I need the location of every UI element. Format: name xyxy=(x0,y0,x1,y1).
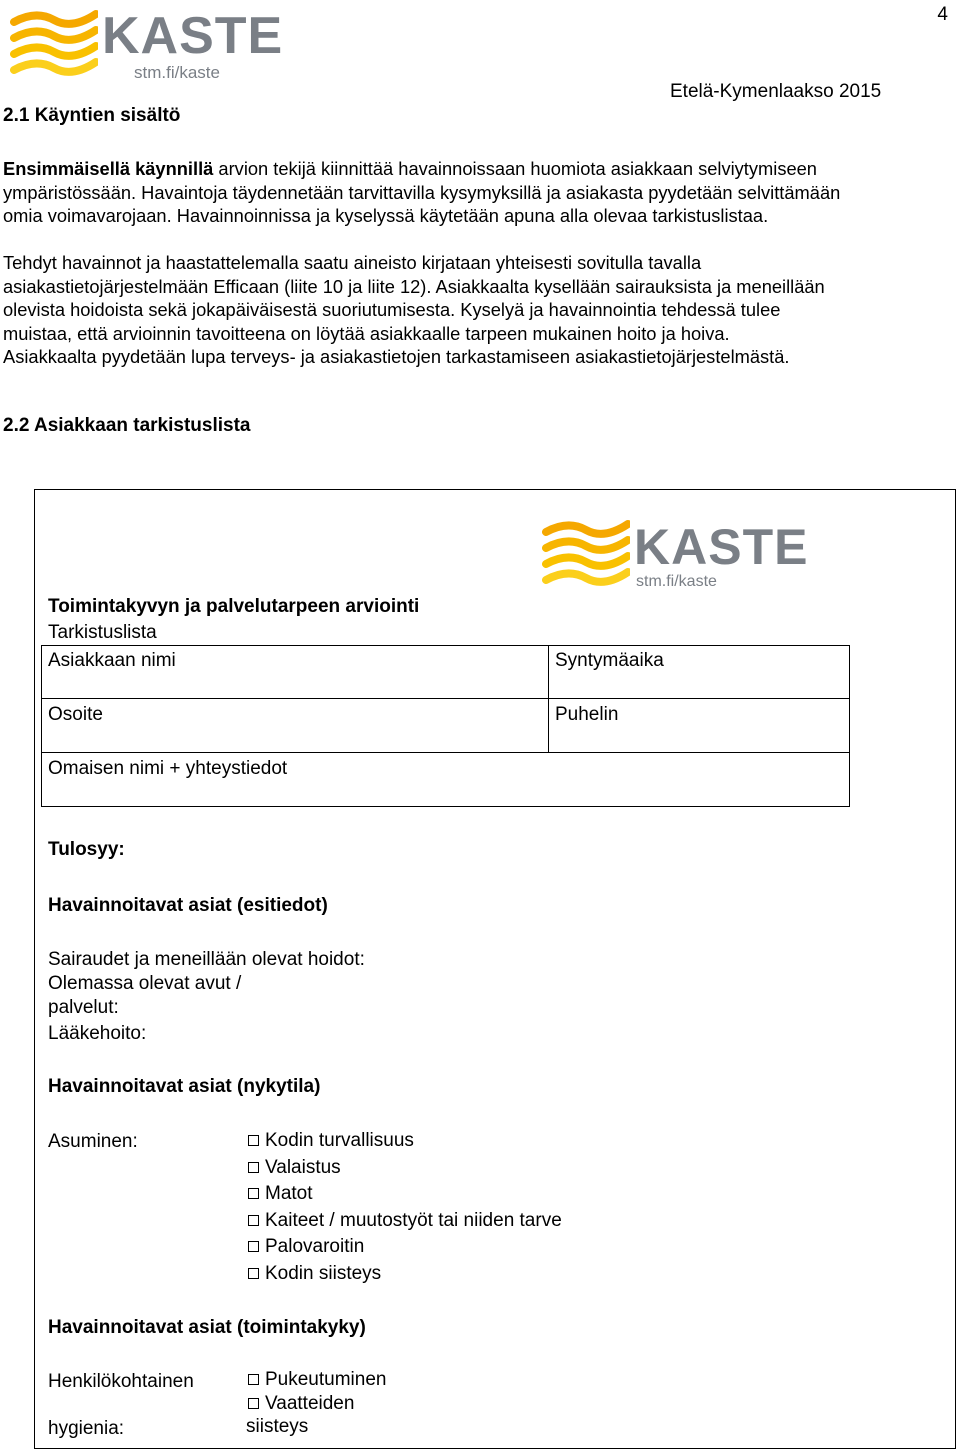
client-name-field[interactable]: Asiakkaan nimi xyxy=(48,650,176,671)
paragraph-line: Asiakkaalta pyydetään lupa terveys- ja asiakastietojen tarkastamiseen asiakastietojärjestelmästä. xyxy=(3,346,790,368)
grid-line xyxy=(548,645,549,753)
checklist-item[interactable] xyxy=(246,1368,386,1392)
grid-line xyxy=(41,806,850,807)
checklist-item-label: Palovaroitin xyxy=(265,1236,365,1257)
paragraph-line xyxy=(3,157,953,181)
first-visit-emphasis: Ensimmäisellä käynnillä xyxy=(3,158,214,179)
checklist-item-label: Kodin siisteys xyxy=(265,1262,382,1284)
current-state-heading: Havainnoitavat asiat (nykytila) xyxy=(48,1076,321,1097)
grid-line xyxy=(41,698,850,699)
checklist-item[interactable] xyxy=(246,1155,562,1182)
section-title-2-1: 2.1 Käyntien sisältö xyxy=(3,105,181,126)
hygiene-label xyxy=(48,1371,194,1440)
checkbox-icon[interactable] xyxy=(248,1215,259,1226)
intro-paragraph xyxy=(3,157,953,228)
checkbox-icon[interactable] xyxy=(248,1398,259,1409)
grid-line xyxy=(41,645,850,646)
checklist-item-continuation: siisteys xyxy=(246,1416,309,1437)
phone-field[interactable]: Puhelin xyxy=(555,704,619,725)
housing-label: Asuminen: xyxy=(48,1131,138,1152)
reason-label: Tulosyy: xyxy=(48,839,125,860)
paragraph-line: muistaa, että arvioinnin tavoitteena on löytää asiakkaalle tarpeen mukainen hoito ja hoiva. xyxy=(3,322,730,344)
form-subtitle: Tarkistuslista xyxy=(48,622,157,643)
paragraph-line: olevista hoidoista sekä jokapäiväisestä suoriutumisesta. Kyselyä ja havainnointia tehdessä tulee xyxy=(3,299,781,321)
logo-url: stm.fi/kaste xyxy=(636,573,717,590)
section-title-2-2: 2.2 Asiakkaan tarkistuslista xyxy=(3,415,251,436)
checklist-item[interactable] xyxy=(246,1128,562,1155)
housing-checklist xyxy=(246,1128,562,1287)
checkbox-icon[interactable] xyxy=(248,1188,259,1199)
checklist-item[interactable] xyxy=(246,1234,562,1261)
paragraph-line: omia voimavarojaan. Havainnoinnissa ja kyselyssä käytetään apuna alla olevaa tarkistuslistaa. xyxy=(3,205,769,227)
services-label: palvelut: xyxy=(48,997,119,1018)
form-kaste-logo xyxy=(542,518,808,598)
relative-contact-field[interactable]: Omaisen nimi + yhteystiedot xyxy=(48,758,288,779)
paragraph-text: arvion tekijä kiinnittää havainnoissaan huomiota asiakkaan selviytymiseen xyxy=(213,158,817,179)
logo-name: KASTE xyxy=(102,7,284,65)
medication-label: Lääkehoito: xyxy=(48,1023,147,1044)
hygiene-label-line1: Henkilökohtainen xyxy=(48,1371,194,1392)
checklist-item[interactable] xyxy=(246,1392,386,1416)
function-checklist xyxy=(246,1368,386,1439)
checkbox-icon[interactable] xyxy=(248,1162,259,1173)
checklist-item-label: Matot xyxy=(265,1183,313,1204)
checklist-item-label: Kaiteet / muutostyöt tai niiden tarve xyxy=(265,1209,562,1231)
background-heading: Havainnoitavat asiat (esitiedot) xyxy=(48,895,328,916)
grid-line xyxy=(849,645,850,807)
page-number: 4 xyxy=(937,4,948,25)
hygiene-label-line2: hygienia: xyxy=(48,1418,125,1439)
function-heading: Havainnoitavat asiat (toimintakyky) xyxy=(48,1317,366,1338)
form-title: Toimintakyvyn ja palvelutarpeen arviointi xyxy=(48,596,420,617)
checklist-item-label: Pukeutuminen xyxy=(265,1369,387,1390)
kaste-waves-icon xyxy=(10,8,98,86)
checklist-item[interactable] xyxy=(246,1181,562,1208)
birth-date-field[interactable]: Syntymäaika xyxy=(555,650,664,671)
documentation-paragraph xyxy=(3,251,953,369)
checkbox-icon[interactable] xyxy=(248,1135,259,1146)
grid-line xyxy=(41,752,850,753)
paragraph-line: asiakastietojärjestelmään Efficaan (liite 10 ja liite 12). Asiakkaalta kysellään sairauksista ja meneillään xyxy=(3,275,825,297)
logo-name: KASTE xyxy=(634,519,809,575)
paragraph-line: ympäristössään. Havaintoja täydennetään tarvittavilla kysymyksillä ja asiakasta pyydetään selvittämään xyxy=(3,181,841,203)
paragraph-line: Tehdyt havainnot ja haastattelemalla saatu aineisto kirjataan yhteisesti sovitulla tavalla xyxy=(3,252,702,273)
checklist-item[interactable] xyxy=(246,1208,562,1235)
kaste-logo xyxy=(10,8,283,86)
checklist-item-label: Kodin turvallisuus xyxy=(265,1130,414,1151)
grid-line xyxy=(41,645,42,807)
checkbox-icon[interactable] xyxy=(248,1268,259,1279)
checkbox-icon[interactable] xyxy=(248,1374,259,1385)
existing-help-label: Olemassa olevat avut / xyxy=(48,973,242,994)
background-list xyxy=(48,948,365,1046)
diseases-label: Sairaudet ja meneillään olevat hoidot: xyxy=(48,949,365,970)
checklist-item-label: Valaistus xyxy=(265,1156,341,1178)
checklist-item-label: Vaatteiden xyxy=(265,1392,355,1414)
checkbox-icon[interactable] xyxy=(248,1241,259,1252)
kaste-waves-icon xyxy=(542,518,630,598)
logo-url: stm.fi/kaste xyxy=(134,63,220,82)
region-year: Etelä-Kymenlaakso 2015 xyxy=(670,81,882,102)
checklist-item[interactable] xyxy=(246,1261,562,1288)
address-field[interactable]: Osoite xyxy=(48,704,103,725)
